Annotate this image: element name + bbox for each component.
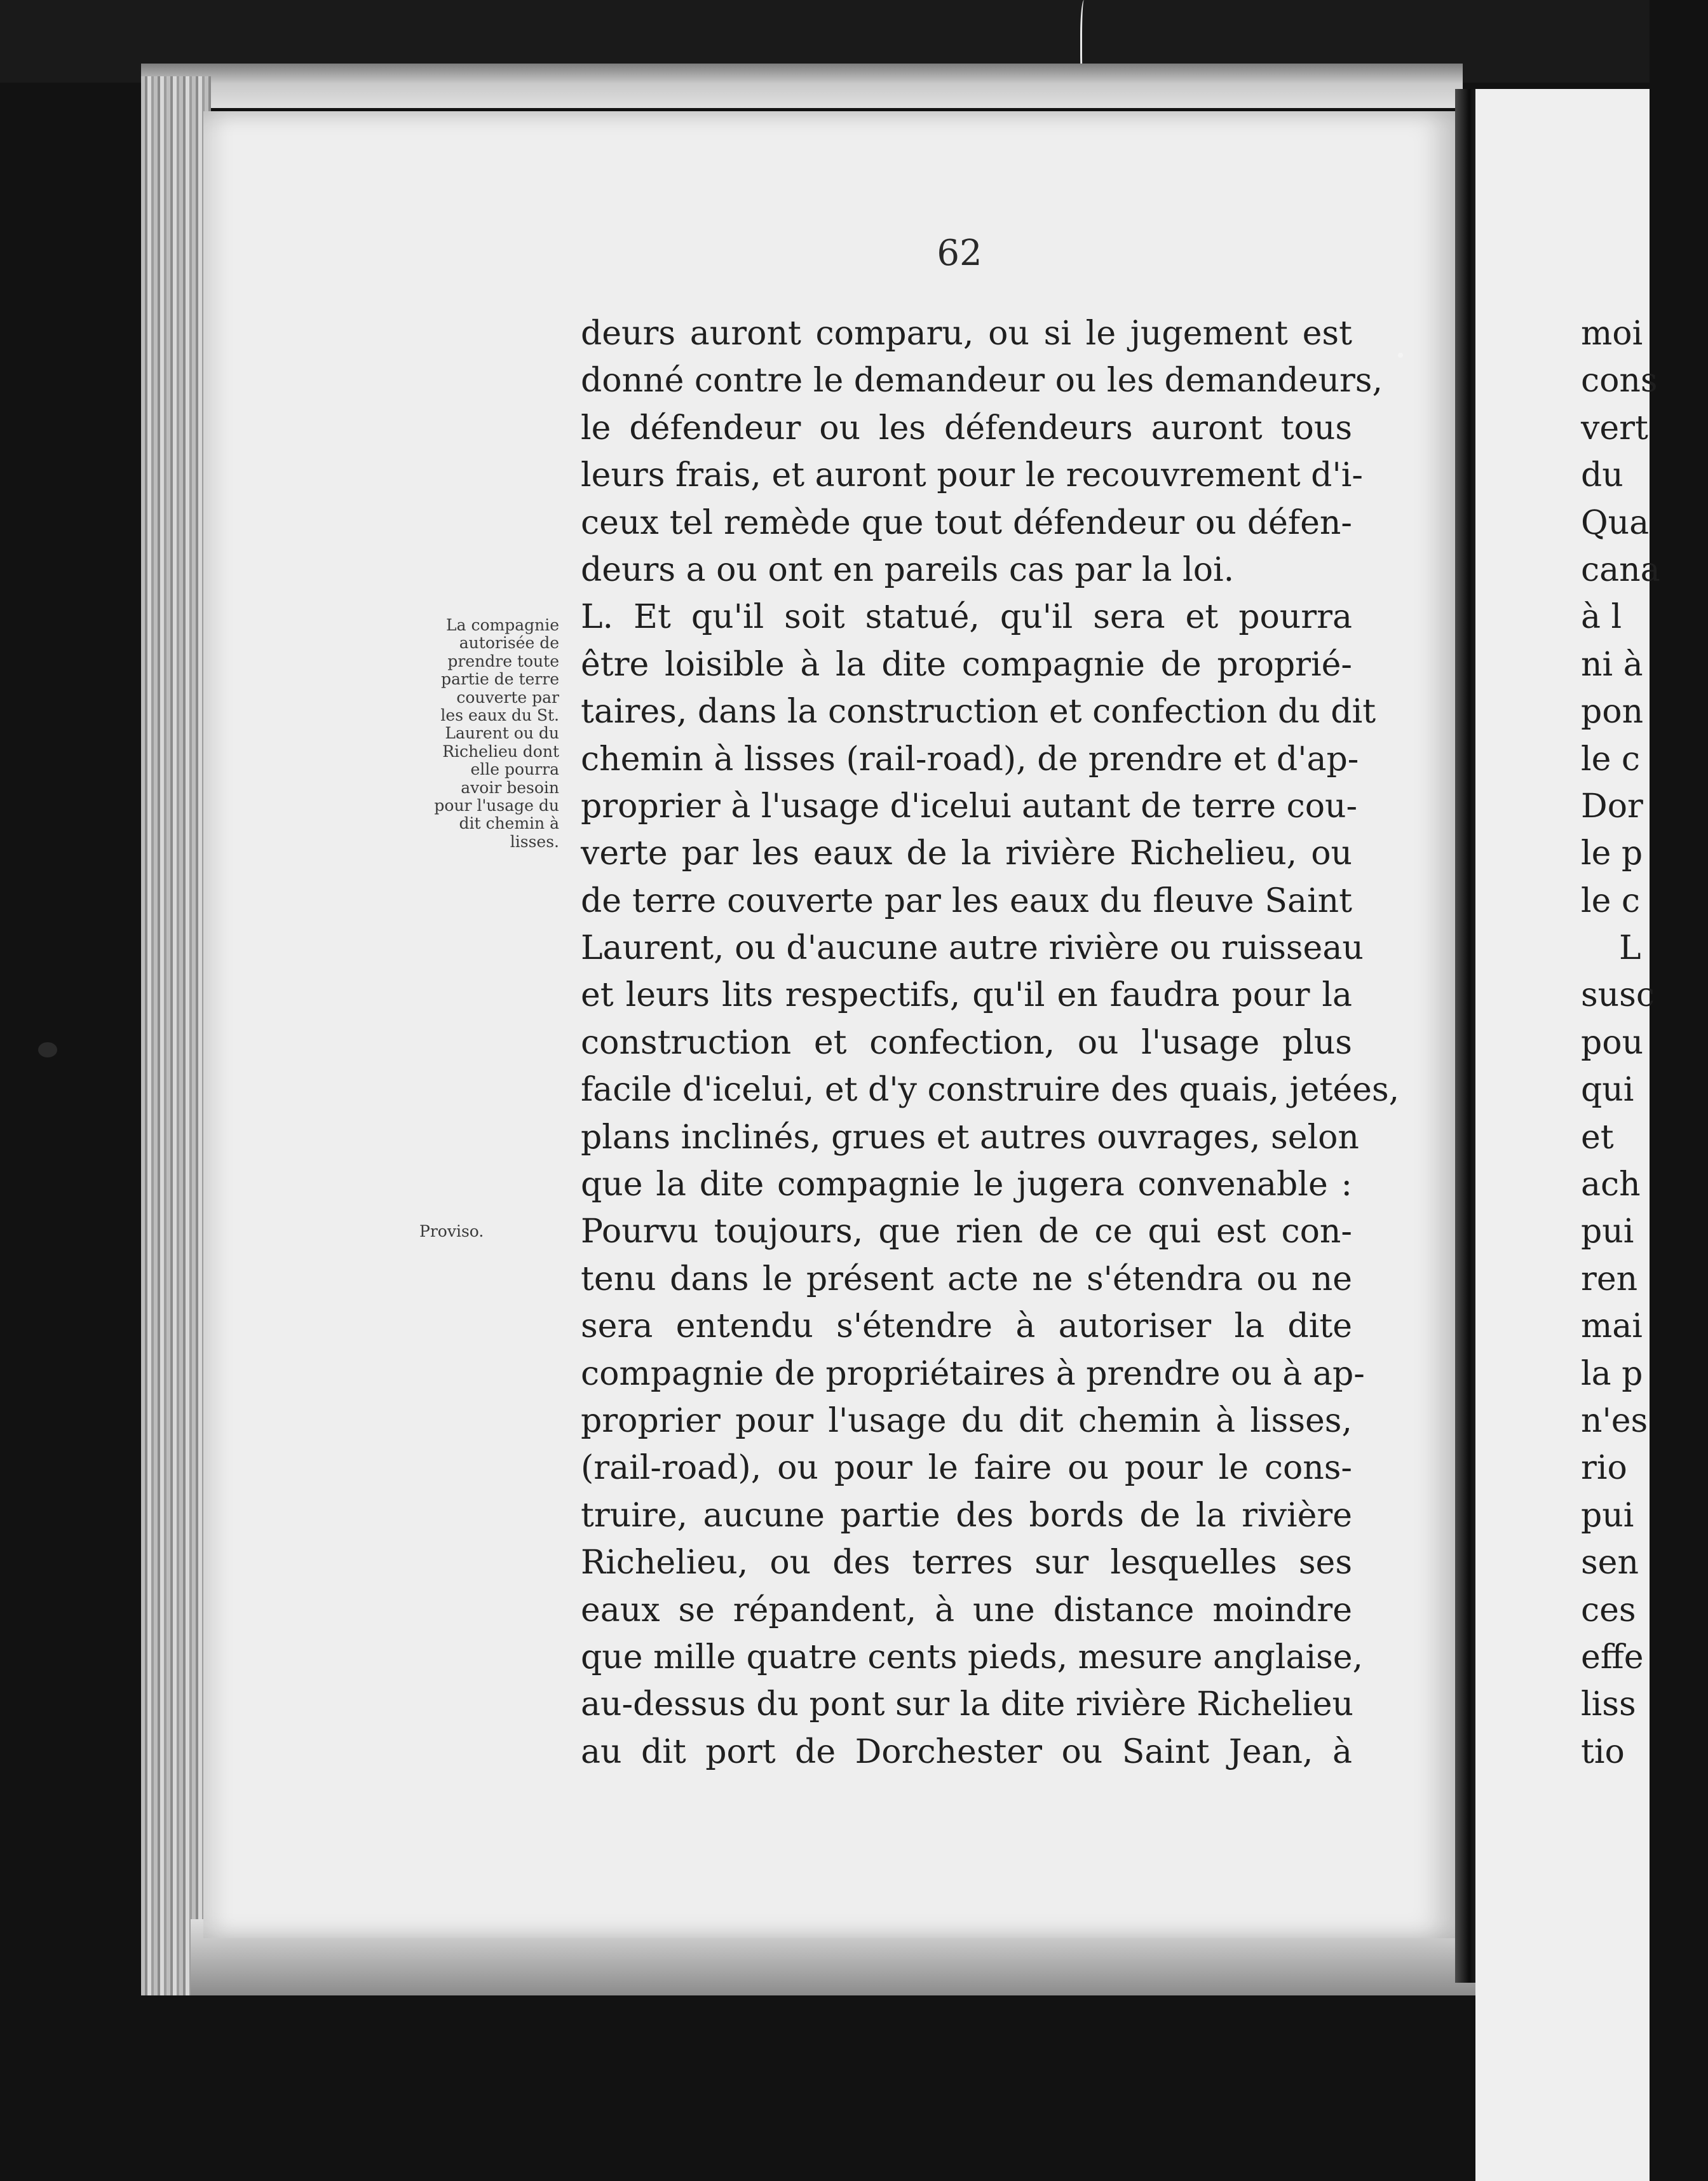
right-page-fragment: le p (1581, 834, 1643, 873)
text-line: truire, aucune partie des bords de la rivière (581, 1496, 1352, 1535)
margin-note-line: lisses. (510, 832, 559, 851)
text-line: le défendeur ou les défendeurs auront tous (581, 409, 1352, 447)
right-page-fragment: ces (1581, 1591, 1636, 1629)
right-page-fragment: susc (1581, 976, 1655, 1015)
right-page-fragment: pui (1581, 1213, 1634, 1251)
text-line: chemin à lisses (rail-road), de prendre et d'ap- (581, 740, 1359, 778)
margin-note-line: avoir besoin (461, 778, 559, 797)
text-line: Pourvu toujours, que rien de ce qui est con- (581, 1213, 1352, 1251)
text-line: Laurent, ou d'aucune autre rivière ou ruisseau (581, 929, 1364, 968)
right-page-fragment: moi (1581, 315, 1643, 353)
text-line: proprier pour l'usage du dit chemin à lisses, (581, 1401, 1352, 1440)
book-top-edge (141, 64, 1463, 108)
right-page-fragment: ren (1581, 1260, 1638, 1298)
right-page-fragment: mai (1581, 1307, 1643, 1346)
margin-note-line: La compagnie (445, 616, 559, 634)
right-page-fragment: cana (1581, 550, 1660, 589)
text-line: eaux se répandent, à une distance moindre (581, 1591, 1352, 1629)
text-line: compagnie de propriétaires à prendre ou à ap- (581, 1354, 1365, 1393)
margin-note-proviso: Proviso. (419, 1222, 484, 1240)
text-line: construction et confection, ou l'usage plus (581, 1023, 1352, 1062)
text-line: que la dite compagnie le jugera convenable : (581, 1165, 1352, 1204)
text-line: que mille quatre cents pieds, mesure anglaise, (581, 1638, 1364, 1676)
margin-note-line: elle pourra (470, 760, 559, 779)
scan-speck (38, 1042, 57, 1057)
right-page-fragment: et (1581, 1118, 1614, 1157)
text-line: plans inclinés, grues et autres ouvrages, selon (581, 1118, 1359, 1157)
text-line: au-dessus du pont sur la dite rivière Richelieu (581, 1685, 1353, 1724)
text-line: facile d'icelui, et d'y construire des quais, jetées, (581, 1071, 1400, 1110)
text-line: L. Et qu'il soit statué, qu'il sera et pourra (581, 598, 1352, 637)
text-line: (rail-road), ou pour le faire ou pour le cons- (581, 1449, 1352, 1488)
right-page-fragment: du (1581, 456, 1623, 495)
text-line: sera entendu s'étendre à autoriser la dite (581, 1307, 1352, 1346)
margin-note-line: prendre toute (447, 651, 559, 670)
right-page-fragment: n'es (1581, 1401, 1648, 1440)
margin-note-line: partie de terre (441, 670, 559, 689)
margin-note-line: autorisée de (459, 634, 559, 653)
margin-note-line: dit chemin à (459, 814, 559, 833)
text-line: taires, dans la construction et confection du dit (581, 693, 1376, 731)
right-page-fragment: le c (1581, 740, 1641, 778)
right-page-fragment: ach (1581, 1165, 1641, 1204)
right-page-fragment: qui (1581, 1071, 1634, 1110)
right-page-fragment: la p (1581, 1354, 1643, 1393)
right-page-fragment: cons (1581, 362, 1658, 400)
body-text (581, 310, 1400, 1776)
right-page-fragment: Dor (1581, 787, 1643, 826)
text-line: ceux tel remède que tout défendeur ou défen- (581, 503, 1352, 542)
margin-note-line: les eaux du St. (440, 706, 559, 725)
right-page-fragment: Qua (1581, 503, 1650, 542)
right-page-fragment: sen (1581, 1544, 1639, 1582)
right-page-fragment: effe (1581, 1638, 1644, 1676)
right-page-fragment: ni à (1581, 645, 1643, 684)
margin-note-line: Richelieu dont (442, 742, 559, 761)
text-line: tenu dans le présent acte ne s'étendra ou ne (581, 1260, 1352, 1298)
right-page-fragment: vert (1581, 409, 1648, 447)
text-line: donné contre le demandeur ou les demandeurs, (581, 362, 1383, 400)
right-page-fragment: à l (1581, 598, 1622, 637)
margin-note-line: Laurent ou du (445, 724, 559, 743)
text-line: au dit port de Dorchester ou Saint Jean, à (581, 1732, 1352, 1771)
text-line: de terre couverte par les eaux du fleuve Saint (581, 881, 1352, 920)
text-line: proprier à l'usage d'icelui autant de terre cou- (581, 787, 1358, 826)
right-page-fragment: L (1619, 929, 1641, 968)
right-page-fragment: tio (1581, 1732, 1625, 1771)
text-line: et leurs lits respectifs, qu'il en faudra pour la (581, 976, 1352, 1015)
right-page-fragment: le c (1581, 881, 1641, 920)
text-line: être loisible à la dite compagnie de proprié- (581, 645, 1352, 684)
text-line: verte par les eaux de la rivière Richelieu, ou (581, 834, 1352, 873)
right-page-fragment: pou (1581, 1023, 1644, 1062)
text-line: deurs auront comparu, ou si le jugement est (581, 315, 1352, 353)
margin-note-compagnie (407, 616, 559, 851)
right-page-fragment: liss (1581, 1685, 1636, 1724)
right-page-fragment: pui (1581, 1496, 1634, 1535)
margin-note-line: pour l'usage du (434, 796, 559, 815)
right-page-text (1581, 310, 1708, 1776)
right-page-fragment: pon (1581, 693, 1644, 731)
page-stack-edge (141, 76, 211, 1995)
text-line: Richelieu, ou des terres sur lesquelles ses (581, 1544, 1352, 1582)
text-line: leurs frais, et auront pour le recouvrement d'i- (581, 456, 1363, 495)
margin-note-line: couverte par (456, 688, 559, 707)
text-line: deurs a ou ont en pareils cas par la loi. (581, 550, 1235, 589)
page-number: 62 (937, 233, 982, 274)
right-page-fragment: rio (1581, 1449, 1627, 1488)
dust-speck (1398, 353, 1403, 358)
